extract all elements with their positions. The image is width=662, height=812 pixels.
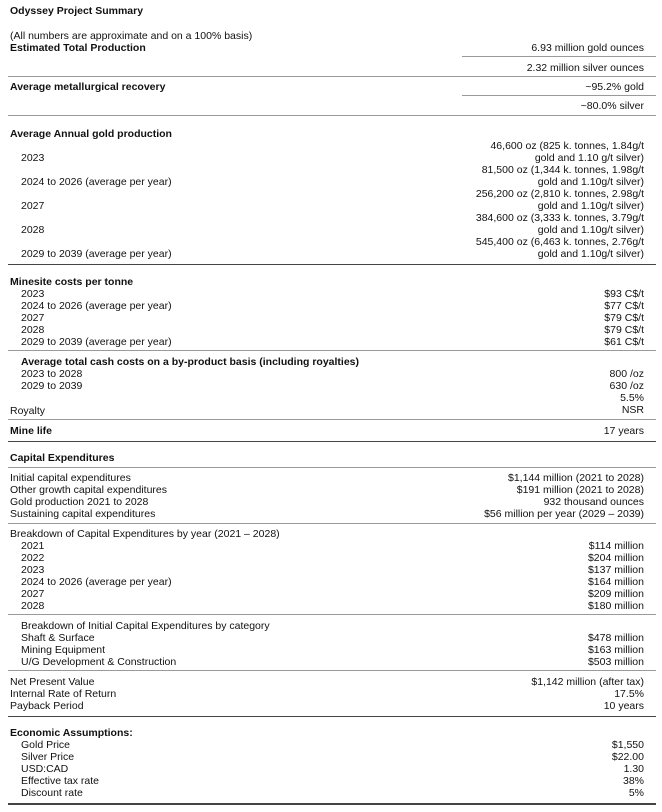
- economic-item-value: 5%: [628, 787, 644, 799]
- annual-value-line2: gold and 1.10g/t silver): [537, 200, 644, 212]
- mine-life-label: Mine life: [10, 425, 53, 437]
- annual-value-line1: 81,500 oz (1,344 k. tonnes, 1.98g/t: [481, 164, 644, 176]
- capex-item-value: $56 million per year (2029 – 2039): [484, 508, 644, 520]
- production-gold-value: 6.93 million gold ounces: [531, 42, 644, 54]
- divider: [8, 467, 656, 468]
- recovery-silver-value: ~80.0% silver: [580, 100, 644, 112]
- capex-item-value: $191 million (2021 to 2028): [516, 484, 644, 496]
- breakdown-year-value: $114 million: [588, 540, 644, 552]
- breakdown-year-value: $204 million: [587, 552, 644, 564]
- annual-value: [482, 164, 644, 188]
- cash-period: 2029 to 2039: [21, 380, 83, 392]
- breakdown-category-value: $503 million: [587, 656, 644, 668]
- minesite-period: 2023: [21, 288, 45, 300]
- minesite-value: $79 C$/t: [604, 312, 644, 324]
- capex-item-value: $1,144 million (2021 to 2028): [507, 472, 644, 484]
- annual-period: 2029 to 2039 (average per year): [21, 248, 172, 260]
- mine-life-value: 17 years: [603, 425, 644, 437]
- returns-label: Payback Period: [10, 700, 84, 712]
- recovery-gold-value: ~95.2% gold: [585, 81, 644, 93]
- divider: [8, 441, 656, 442]
- returns-value: 17.5%: [614, 688, 644, 700]
- annual-value-line2: gold and 1.10 g/t silver): [534, 152, 644, 164]
- production-label: Estimated Total Production: [10, 42, 146, 54]
- cash-period: 2023 to 2028: [21, 368, 83, 380]
- divider: [8, 419, 656, 420]
- divider: [8, 523, 656, 524]
- breakdown-category-name: Shaft & Surface: [21, 632, 95, 644]
- divider: [8, 670, 656, 671]
- capex-item-label: Gold production 2021 to 2028: [10, 496, 149, 508]
- returns-value: $1,142 million (after tax): [531, 676, 644, 688]
- breakdown-year-value: $164 million: [587, 576, 644, 588]
- breakdown-year-period: 2023: [21, 564, 45, 576]
- breakdown-category-name: U/G Development & Construction: [21, 656, 177, 668]
- divider: [8, 76, 656, 77]
- annual-value-line1: 256,200 oz (2,810 k. tonnes, 2.98g/t: [475, 188, 644, 200]
- capex-item-label: Other growth capital expenditures: [10, 484, 168, 496]
- annual-period: 2023: [21, 152, 45, 164]
- annual-period: 2024 to 2026 (average per year): [21, 176, 172, 188]
- annual-period: 2027: [21, 200, 45, 212]
- capex-item-value: 932 thousand ounces: [543, 496, 644, 508]
- economic-item-value: 38%: [622, 775, 644, 787]
- annual-value-line1: 384,600 oz (3,333 k. tonnes, 3.79g/t: [475, 212, 644, 224]
- breakdown-category-label: Breakdown of Initial Capital Expenditures by category: [21, 620, 270, 632]
- annual-value-line2: gold and 1.10g/t silver): [537, 224, 644, 236]
- divider: [8, 614, 656, 615]
- returns-value: 10 years: [603, 700, 644, 712]
- minesite-period: 2027: [21, 312, 45, 324]
- annual-period: 2028: [21, 224, 45, 236]
- minesite-costs-label: Minesite costs per tonne: [10, 276, 134, 288]
- economic-item-label: Gold Price: [21, 739, 71, 751]
- breakdown-year-value: $137 million: [587, 564, 644, 576]
- royalty-type-value: NSR: [621, 404, 644, 416]
- capex-label: Capital Expenditures: [10, 452, 115, 464]
- cash-costs-label: Average total cash costs on a by-product basis (including royalties): [21, 356, 360, 368]
- economic-item-value: 1.30: [623, 763, 644, 775]
- annual-production-label: Average Annual gold production: [10, 128, 172, 140]
- cash-value: 630 /oz: [609, 380, 644, 392]
- breakdown-year-value: $180 million: [587, 600, 644, 612]
- annual-value: [476, 236, 644, 260]
- annual-value: [476, 188, 644, 212]
- breakdown-category-value: $478 million: [587, 632, 644, 644]
- basis-note: (All numbers are approximate and on a 100% basis): [10, 30, 253, 42]
- divider: [8, 350, 656, 351]
- minesite-period: 2024 to 2026 (average per year): [21, 300, 172, 312]
- breakdown-category-name: Mining Equipment: [21, 644, 106, 656]
- capex-item-label: Sustaining capital expenditures: [10, 508, 156, 520]
- economic-item-label: Discount rate: [21, 787, 83, 799]
- minesite-period: 2029 to 2039 (average per year): [21, 336, 172, 348]
- annual-value-line1: 545,400 oz (6,463 k. tonnes, 2.76g/t: [475, 236, 644, 248]
- royalty-rate-value: 5.5%: [620, 392, 644, 404]
- economic-item-value: $22.00: [611, 751, 644, 763]
- economic-item-label: Silver Price: [21, 751, 75, 763]
- breakdown-year-period: 2024 to 2026 (average per year): [21, 576, 172, 588]
- royalty-label: Royalty: [10, 405, 46, 417]
- economic-item-label: USD:CAD: [21, 763, 69, 775]
- divider: [8, 716, 656, 717]
- recovery-label: Average metallurgical recovery: [10, 81, 166, 93]
- breakdown-year-period: 2021: [21, 540, 45, 552]
- annual-value-line2: gold and 1.10g/t silver): [537, 176, 644, 188]
- minesite-value: $93 C$/t: [604, 288, 644, 300]
- minesite-period: 2028: [21, 324, 45, 336]
- economic-item-label: Effective tax rate: [21, 775, 100, 787]
- annual-value: [490, 140, 644, 164]
- minesite-value: $61 C$/t: [604, 336, 644, 348]
- breakdown-year-period: 2028: [21, 600, 45, 612]
- production-silver-value: 2.32 million silver ounces: [526, 62, 644, 74]
- breakdown-year-label: Breakdown of Capital Expenditures by year (2021 – 2028): [10, 528, 280, 540]
- divider: [462, 95, 656, 96]
- breakdown-year-period: 2027: [21, 588, 45, 600]
- divider: [462, 56, 656, 57]
- breakdown-year-value: $209 million: [587, 588, 644, 600]
- breakdown-year-period: 2022: [21, 552, 45, 564]
- annual-value-line2: gold and 1.10g/t silver): [537, 248, 644, 260]
- minesite-value: $79 C$/t: [604, 324, 644, 336]
- breakdown-category-value: $163 million: [587, 644, 644, 656]
- minesite-value: $77 C$/t: [604, 300, 644, 312]
- annual-value-line1: 46,600 oz (825 k. tonnes, 1.84g/t: [490, 140, 644, 152]
- divider: [8, 264, 656, 265]
- table-bottom-border: [8, 803, 656, 805]
- page-title: Odyssey Project Summary: [10, 5, 144, 17]
- annual-value: [476, 212, 644, 236]
- returns-label: Internal Rate of Return: [10, 688, 117, 700]
- capex-item-label: Initial capital expenditures: [10, 472, 131, 484]
- divider: [8, 115, 656, 116]
- cash-value: 800 /oz: [609, 368, 644, 380]
- returns-label: Net Present Value: [10, 676, 95, 688]
- economic-item-value: $1,550: [611, 739, 644, 751]
- economic-assumptions-label: Economic Assumptions:: [10, 727, 133, 739]
